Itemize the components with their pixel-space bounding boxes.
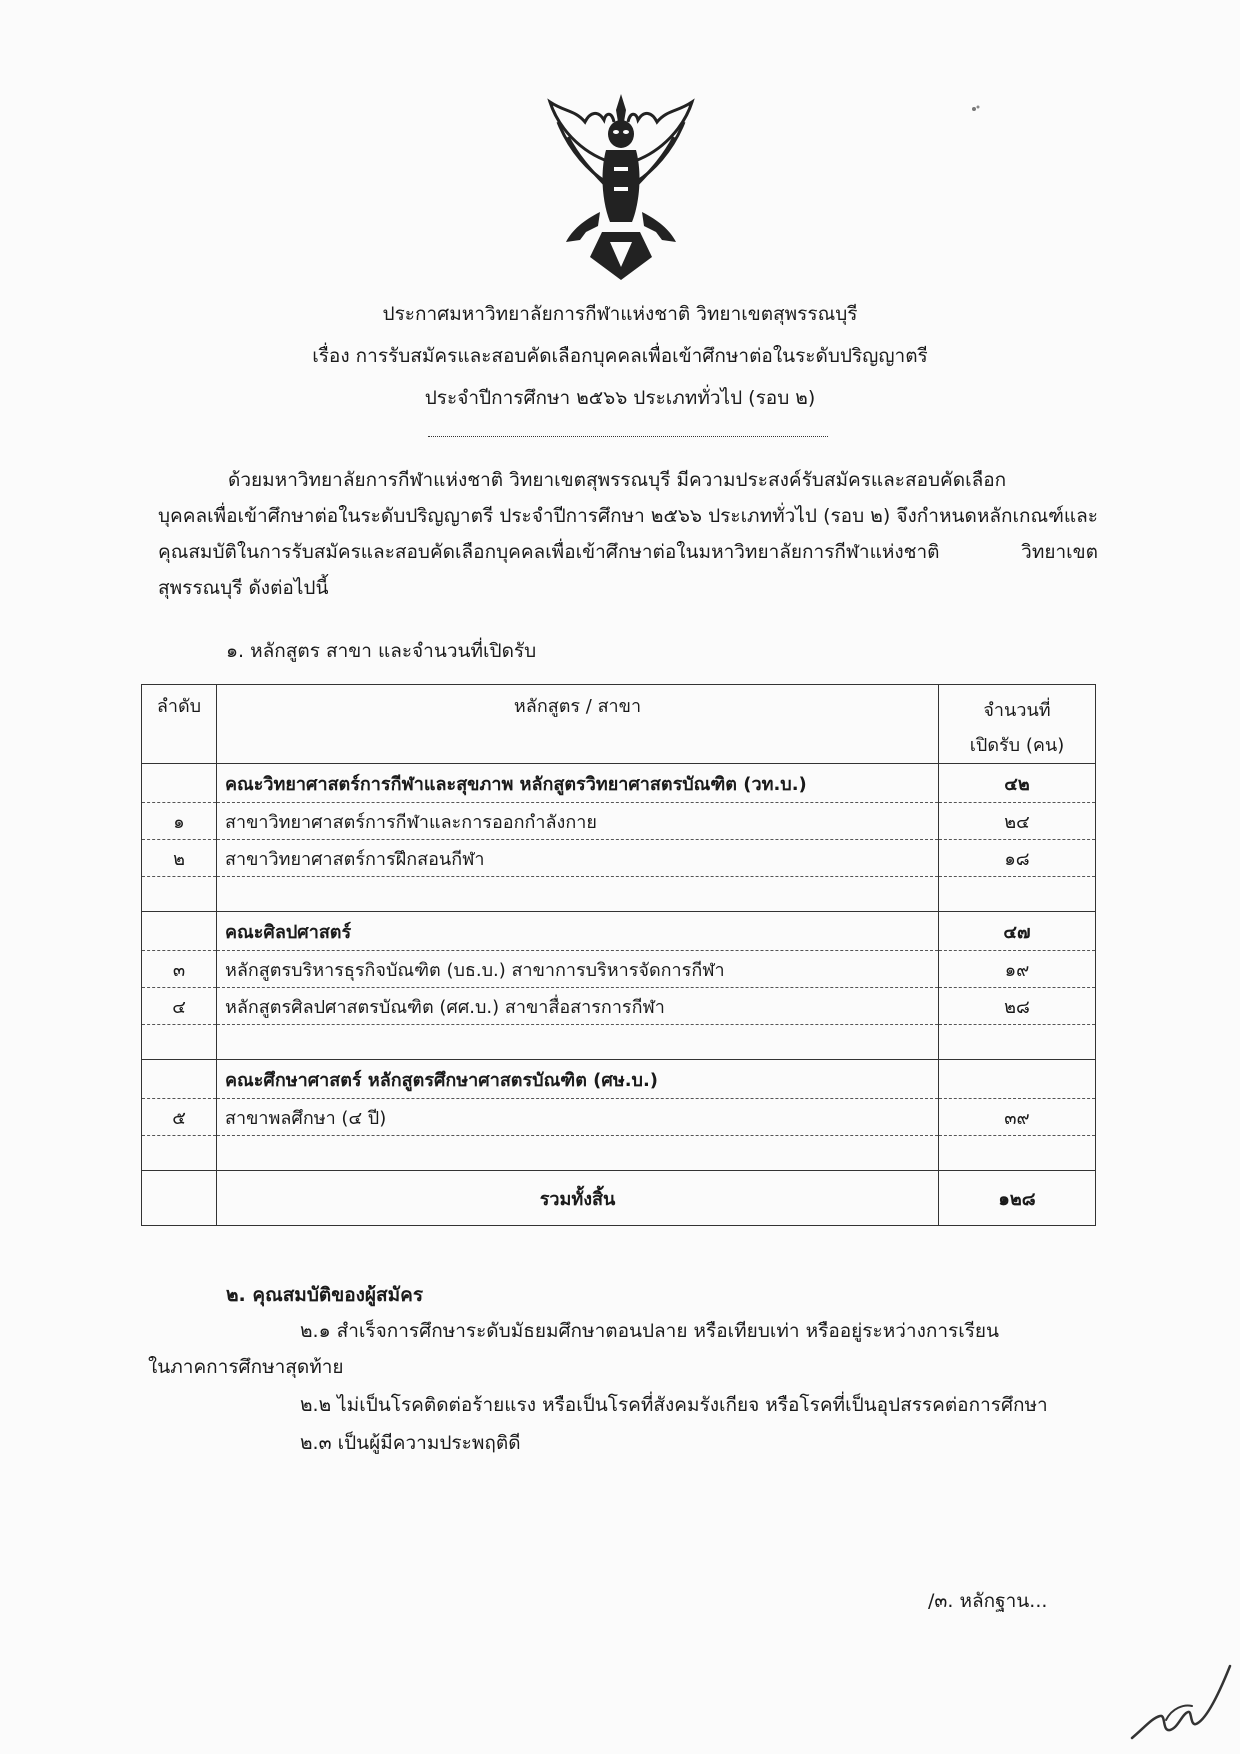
blank-row bbox=[142, 877, 1096, 912]
header-amount-line2: เปิดรับ (คน) bbox=[969, 735, 1065, 756]
announcement-title: ประกาศมหาวิทยาลัยการกีฬาแห่งชาติ วิทยาเขตสุพรรณบุรี bbox=[382, 303, 858, 325]
blank-row bbox=[142, 1025, 1096, 1060]
section1-title: ๑. หลักสูตร สาขา และจำนวนที่เปิดรับ bbox=[226, 640, 537, 662]
row-no: ๑ bbox=[142, 803, 217, 840]
faculty-row bbox=[142, 912, 1096, 951]
header-program: หลักสูตร / สาขา bbox=[217, 685, 939, 764]
qualification-1-cont: ในภาคการศึกษาสุดท้าย bbox=[148, 1356, 344, 1378]
continued-note: /๓. หลักฐาน... bbox=[928, 1590, 1048, 1612]
header-amount bbox=[939, 685, 1096, 764]
row-program: สาขาพลศึกษา (๔ ปี) bbox=[217, 1099, 939, 1136]
header-amount-line1: จำนวนที่ bbox=[983, 700, 1051, 721]
table-row bbox=[142, 840, 1096, 877]
qualification-2: ๒.๒ ไม่เป็นโรคติดต่อร้ายแรง หรือเป็นโรคที่สังคมรังเกียจ หรือโรคที่เป็นอุปสรรคต่อการศึกษา bbox=[300, 1394, 1048, 1416]
row-program: หลักสูตรศิลปศาสตรบัณฑิต (ศศ.บ.) สาขาสื่อสารการกีฬา bbox=[217, 988, 939, 1025]
row-amount: ๑๘ bbox=[939, 840, 1096, 877]
row-amount: ๑๙ bbox=[939, 951, 1096, 988]
announcement-year: ประจำปีการศึกษา ๒๕๖๖ ประเภททั่วไป (รอบ ๒) bbox=[424, 387, 816, 409]
qualification-3: ๒.๓ เป็นผู้มีความประพฤติดี bbox=[300, 1432, 521, 1454]
row-no: ๕ bbox=[142, 1099, 217, 1136]
row-program: สาขาวิทยาศาสตร์การกีฬาและการออกกำลังกาย bbox=[217, 803, 939, 840]
row-program: หลักสูตรบริหารธุรกิจบัณฑิต (บธ.บ.) สาขาการบริหารจัดการกีฬา bbox=[217, 951, 939, 988]
dotted-divider bbox=[428, 436, 828, 437]
row-amount: ๓๙ bbox=[939, 1099, 1096, 1136]
blank-row bbox=[142, 1136, 1096, 1171]
faculty-amount: ๔๒ bbox=[939, 764, 1096, 803]
garuda-emblem-icon bbox=[540, 92, 702, 282]
faculty-amount bbox=[939, 1060, 1096, 1099]
faculty-row bbox=[142, 764, 1096, 803]
section2-title: ๒. คุณสมบัติของผู้สมัคร bbox=[226, 1284, 424, 1306]
faculty-name: คณะศึกษาศาสตร์ หลักสูตรศึกษาศาสตรบัณฑิต (ศษ.บ.) bbox=[217, 1060, 939, 1099]
row-amount: ๒๔ bbox=[939, 803, 1096, 840]
intro-rest: บุคคลเพื่อเข้าศึกษาต่อในระดับปริญญาตรี ประจำปีการศึกษา ๒๕๖๖ ประเภททั่วไป (รอบ ๒) จึงกำหนดหลักเกณฑ์และคุณสมบัติในการรับสมัครและสอบคัดเลือกบุคคลเพื่อเข้าศึกษาต่อในมหาวิทยาลัยการกีฬาแห่งชาติ วิทยาเขตสุพรรณบุรี ดังต่อไปนี้ bbox=[158, 505, 1098, 599]
table-row bbox=[142, 1099, 1096, 1136]
announcement-subject: เรื่อง การรับสมัครและสอบคัดเลือกบุคคลเพื่อเข้าศึกษาต่อในระดับปริญญาตรี bbox=[312, 345, 928, 367]
table-row bbox=[142, 951, 1096, 988]
row-program: สาขาวิทยาศาสตร์การฝึกสอนกีฬา bbox=[217, 840, 939, 877]
total-amount: ๑๒๘ bbox=[939, 1171, 1096, 1226]
paper-speck bbox=[970, 104, 982, 114]
table-row bbox=[142, 803, 1096, 840]
total-row bbox=[142, 1171, 1096, 1226]
qualification-1: ๒.๑ สำเร็จการศึกษาระดับมัธยมศึกษาตอนปลาย หรือเทียบเท่า หรืออยู่ระหว่างการเรียน bbox=[300, 1320, 1000, 1342]
table-header-row bbox=[142, 685, 1096, 764]
courses-table bbox=[141, 684, 1096, 1226]
row-no: ๔ bbox=[142, 988, 217, 1025]
row-amount: ๒๘ bbox=[939, 988, 1096, 1025]
signature-icon bbox=[1126, 1658, 1236, 1748]
faculty-name: คณะวิทยาศาสตร์การกีฬาและสุขภาพ หลักสูตรวิทยาศาสตรบัณฑิต (วท.บ.) bbox=[217, 764, 939, 803]
faculty-row bbox=[142, 1060, 1096, 1099]
faculty-name: คณะศิลปศาสตร์ bbox=[217, 912, 939, 951]
row-no: ๒ bbox=[142, 840, 217, 877]
total-label: รวมทั้งสิ้น bbox=[217, 1171, 939, 1226]
intro-first-line: ด้วยมหาวิทยาลัยการกีฬาแห่งชาติ วิทยาเขตสุพรรณบุรี มีความประสงค์รับสมัครและสอบคัดเลือก bbox=[228, 469, 1007, 491]
header-no: ลำดับ bbox=[142, 685, 217, 764]
table-row bbox=[142, 988, 1096, 1025]
faculty-amount: ๔๗ bbox=[939, 912, 1096, 951]
intro-paragraph bbox=[158, 462, 1098, 606]
row-no: ๓ bbox=[142, 951, 217, 988]
